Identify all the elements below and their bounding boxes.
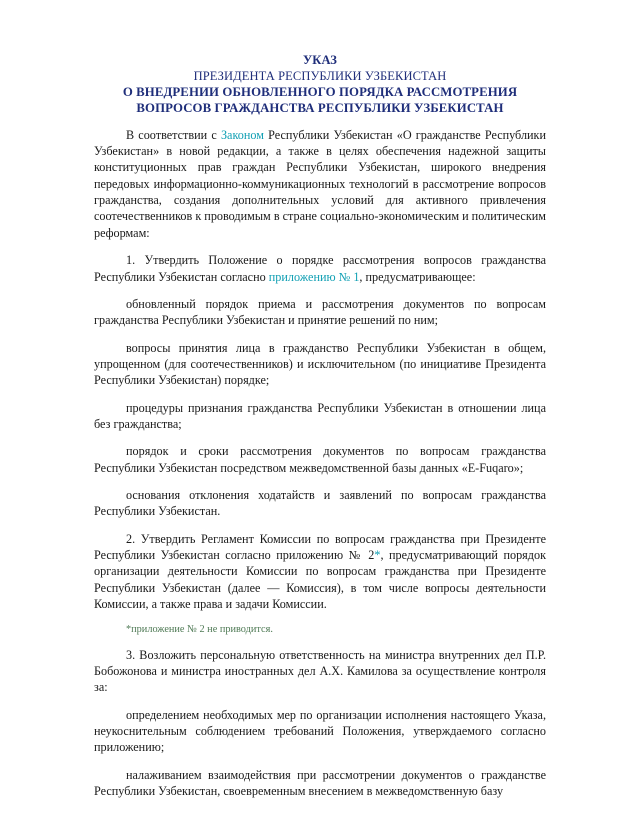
paragraph-bullet-admission: вопросы принятия лица в гражданство Республики Узбекистан в общем, упрощенном (для соотечественников) и исключительном (по инициативе Президента Республики Узбекистан) порядке; <box>94 340 546 388</box>
paragraph-bullet-interaction: налаживанием взаимодействия при рассмотрении документов о гражданстве Республики Узбекистан, своевременным внесением в межведомственную базу <box>94 767 546 799</box>
preamble-text-after-link: Республики Узбекистан «О гражданстве Республики Узбекистан» в новой редакции, а также в целях обеспечения надежной защиты конституционных прав граждан Республики Узбекистан, широкого внедрения передовых информационно-коммуникационных технологий в рассмотрение вопросов гражданства, создания дополнительных условий для активного привлечения соотечественников к проводимым в стране социально-экономическим и политическим реформам: <box>94 127 547 240</box>
item-2-text-before-asterisk: 2. Утвердить Регламент Комиссии по вопросам гражданства при Президенте Республики Узбекистан согласно приложению № 2 <box>94 531 546 562</box>
title-line-3: О ВНЕДРЕНИИ ОБНОВЛЕННОГО ПОРЯДКА РАССМОТРЕНИЯ <box>122 85 518 99</box>
paragraph-item-2 <box>94 531 546 613</box>
footnote-annex-2: *приложение № 2 не приводится. <box>126 624 273 636</box>
item-2-text-after-asterisk: , предусматривающий порядок организации деятельности Комиссии по вопросам гражданства при Президенте Республики Узбекистан (далее — Комиссия), в том числе вопросы деятельности Комиссии, а также права и задачи Комиссии. <box>94 547 547 611</box>
paragraph-bullet-measures: определением необходимых мер по организации исполнения настоящего Указа, неукоснительным соблюдением требований Положения, утверждаемого согласно приложению; <box>94 707 546 755</box>
title-line-2: ПРЕЗИДЕНТА РЕСПУБЛИКИ УЗБЕКИСТАН <box>193 69 447 83</box>
preamble-text-before-link: В соответствии с <box>126 127 221 142</box>
paragraph-bullet-rejection: основания отклонения ходатайств и заявлений по вопросам гражданства Республики Узбекистан. <box>94 487 546 519</box>
item-1-text-after-link: , предусматривающее: <box>359 269 476 284</box>
paragraph-bullet-terms: порядок и сроки рассмотрения документов по вопросам гражданства Республики Узбекистан посредством межведомственной базы данных «E-Fuqaro»; <box>94 444 546 475</box>
annex-1-link[interactable]: приложению № 1 <box>268 269 360 284</box>
paragraph-item-1 <box>94 252 546 285</box>
title-line-1: УКАЗ <box>303 53 337 67</box>
item-1-text-before-link: 1. Утвердить Положение о порядке рассмотрения вопросов гражданства Республики Узбекистан согласно <box>94 253 546 284</box>
document-title <box>94 52 546 117</box>
paragraph-preamble <box>94 127 546 241</box>
annex-2-asterisk[interactable]: * <box>374 547 381 562</box>
paragraph-bullet-recognition: процедуры признания гражданства Республики Узбекистан в отношении лица без гражданства; <box>94 400 546 431</box>
law-link[interactable]: Законом <box>220 127 264 142</box>
document-body <box>94 52 546 799</box>
paragraph-item-3: 3. Возложить персональную ответственность на министра внутренних дел П.Р. Бобожонова и министра иностранных дел А.Х. Камилова за осуществление контроля за: <box>94 647 546 695</box>
title-line-4: ВОПРОСОВ ГРАЖДАНСТВА РЕСПУБЛИКИ УЗБЕКИСТАН <box>136 101 504 116</box>
paragraph-bullet-procedure: обновленный порядок приема и рассмотрения документов по вопросам гражданства Республики Узбекистан и принятие решений по ним; <box>94 296 546 328</box>
